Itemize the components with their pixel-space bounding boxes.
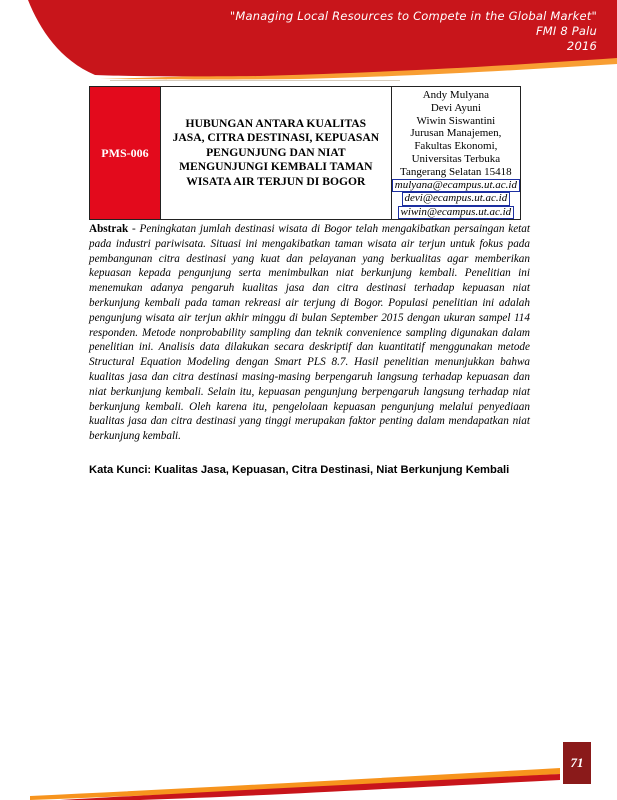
title-line: JASA, CITRA DESTINASI, KEPUASAN <box>172 131 380 145</box>
title-line: MENGUNJUNGI KEMBALI TAMAN <box>179 160 373 174</box>
abstract-label: Abstrak <box>89 223 129 235</box>
title-line: WISATA AIR TERJUN DI BOGOR <box>186 174 366 188</box>
email-link[interactable]: devi@ecampus.ut.ac.id <box>402 192 511 206</box>
affiliation-line: Universitas Terbuka <box>411 152 501 165</box>
title-line: HUBUNGAN ANTARA KUALITAS <box>185 116 367 130</box>
conference-header <box>230 9 597 54</box>
author-name: Andy Mulyana <box>422 89 490 101</box>
title-line: PENGUNJUNG DAN NIAT <box>206 145 346 159</box>
keywords: Kata Kunci: Kualitas Jasa, Kepuasan, Citra Destinasi, Niat Berkunjung Kembali <box>89 464 510 476</box>
author-name: Wiwin Siswantini <box>416 114 496 127</box>
email-link[interactable]: wiwin@ecampus.ut.ac.id <box>398 206 515 220</box>
affiliation-line: Tangerang Selatan 15418 <box>400 165 512 178</box>
header-divider <box>110 80 400 81</box>
paper-title-table <box>89 86 521 220</box>
abstract-text: - Peningkatan jumlah destinasi wisata di Bogor telah mengakibatkan persaingan ketat pada industri pariwisata. Situasi ini mengakibatkan taman wisata air terjun untuk fokus pada pembangunan citra destinasi yang kuat dan pelayanan yang berkualitas agar memberikan kepuasan kepada pengunjung serta menimbulkan niat berkunjung kembali. Penelitian ini menemukan adanya pengaruh kualitas jasa dan citra destinasi terhadap kepuasan niat berkunjung kembali pada taman rekreasi air terjung di Bogor. Populasi penelitian ini adalah pengunjung wisata air terjun akhir minggu di bulan September 2015 dengan ukuran sampel 114 responden. Metode nonprobability sampling dan teknik convenience sampling digunakan dalam penelitian ini. Analisis data dilakukan secara deskriptif dan kuantitatif menggunakan metode Structural Equation Modeling dengan Smart PLS 8.7. Hasil penelitian menunjukkan bahwa kualitas jasa dan citra destinasi masing-masing berpengaruh langsung terhadap kepuasan dan niat berkunjung kembali. Selain itu, kepuasan pengunjung berpengaruh langsung terhadap niat berkunjung kembali. Oleh karena itu, pengelolaan kepuasan pengunjung melalui penyediaan kualitas jasa dan citra destinasi yang tinggi merupakan faktor penting dalam mendapatkan niat berkunjung kembali. <box>89 223 530 443</box>
paper-title <box>160 87 391 220</box>
conference-name: FMI 8 Palu <box>535 24 597 38</box>
abstract <box>89 222 530 444</box>
author-name: Devi Ayuni <box>430 101 481 114</box>
footer-swoosh <box>0 730 617 800</box>
page-number: 71 <box>570 755 584 770</box>
conference-year: 2016 <box>566 39 597 53</box>
conference-theme: "Managing Local Resources to Compete in the Global Market" <box>229 9 597 23</box>
authors-block <box>391 87 520 220</box>
affiliation-line: Jurusan Manajemen, <box>410 127 502 140</box>
paper-code: PMS-006 <box>90 87 161 220</box>
affiliation-line: Fakultas Ekonomi, <box>414 140 498 153</box>
email-link[interactable]: mulyana@ecampus.ut.ac.id <box>392 179 520 193</box>
